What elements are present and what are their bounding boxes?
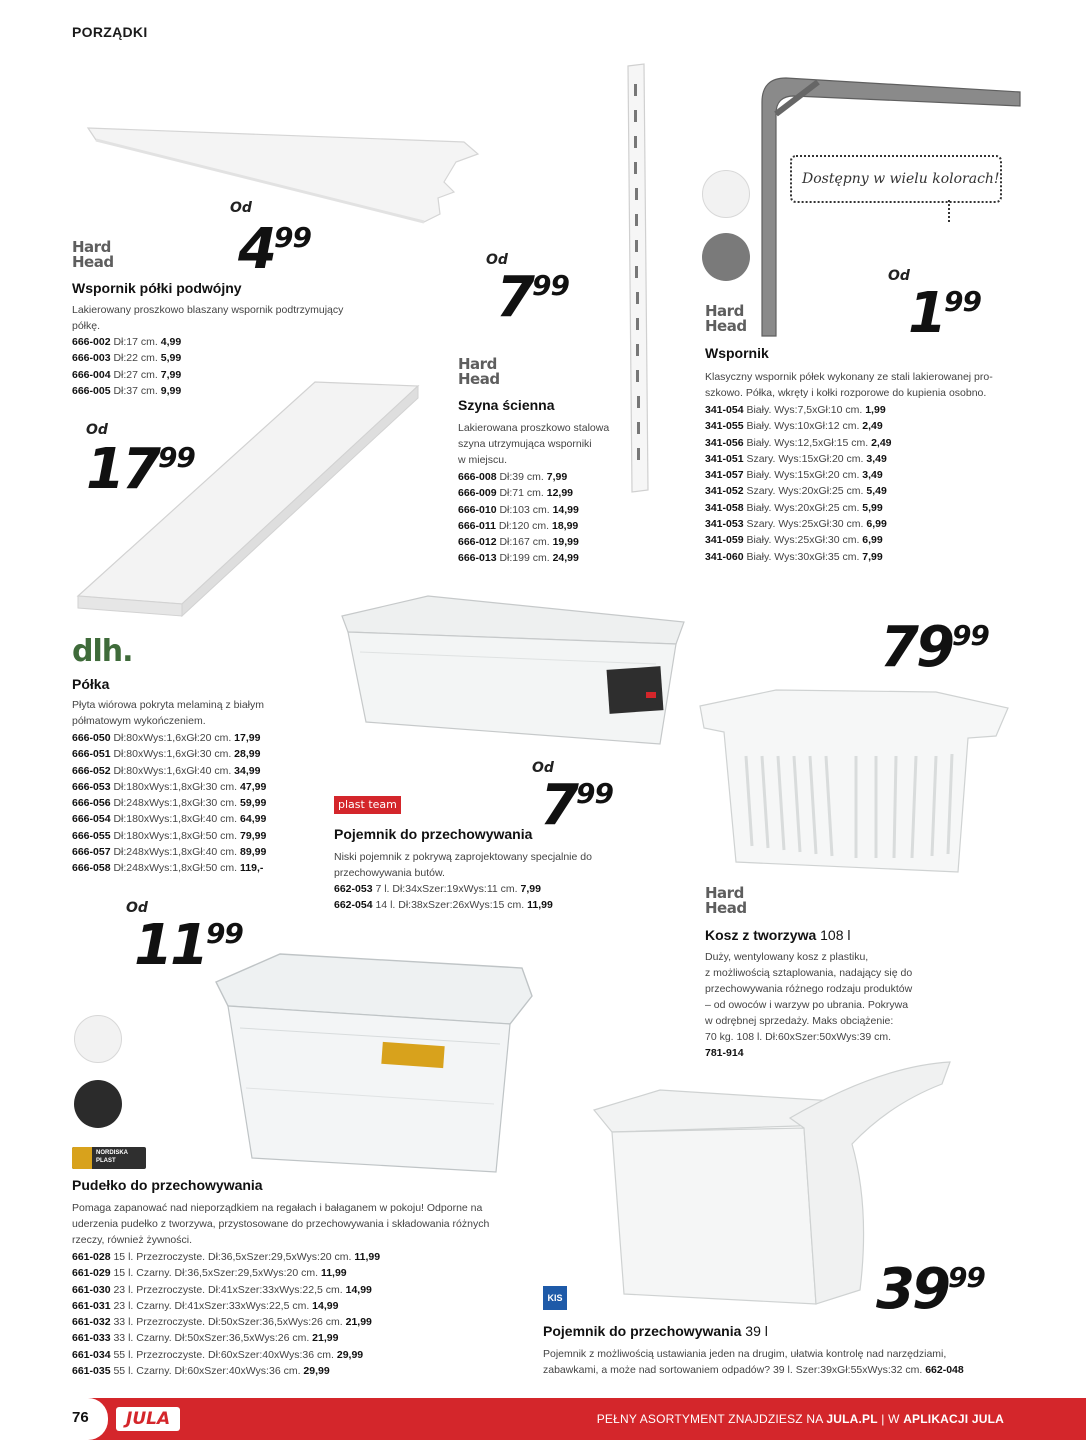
- product-title: Pudełko do przechowywania: [72, 1177, 263, 1193]
- product-title-main: Kosz z tworzywa: [705, 927, 817, 943]
- color-swatch-white: [702, 170, 750, 218]
- footer-bar: [28, 1398, 1086, 1440]
- variant-row: [72, 1249, 380, 1265]
- variant-row: [705, 418, 892, 434]
- page-number: 76: [72, 1409, 89, 1426]
- variant-row: [705, 516, 892, 532]
- variant-price: 4,99: [160, 336, 182, 348]
- variant-spec: 15 l. Przezroczyste. Dł:36,5xSzer:29,5xWys:20 cm.: [113, 1251, 352, 1263]
- hard-head-logo-line-2: Head: [705, 899, 747, 917]
- variant-code: 666-005: [72, 384, 111, 397]
- product-title: [705, 927, 851, 943]
- product-title: Pojemnik do przechowywania: [334, 826, 533, 842]
- price-decimal: 99: [575, 777, 613, 810]
- od-label: Od: [230, 200, 252, 216]
- variant-row: [72, 350, 181, 366]
- variant-code: 666-053: [72, 780, 111, 793]
- variant-row: [705, 402, 892, 418]
- variant-code: 662-053: [334, 883, 373, 895]
- description-line: Pomaga zapanować nad nieporządkiem na regałach i bałaganem w pokoju! Odporne na: [72, 1202, 483, 1214]
- variant-price: 11,99: [354, 1251, 381, 1263]
- variant-price: 34,99: [234, 764, 261, 777]
- plast-team-logo: plast team: [334, 796, 401, 814]
- variant-spec: Biały. Wys:12,5xGł:15 cm.: [746, 436, 869, 449]
- shelf-board-image: [70, 378, 430, 628]
- variant-spec: Dł:103 cm.: [499, 503, 550, 516]
- variant-spec: 33 l. Czarny. Dł:50xSzer:36,5xWys:26 cm.: [113, 1332, 310, 1345]
- price-decimal: 99: [157, 441, 195, 474]
- variant-code: 666-008: [458, 471, 497, 483]
- variant-row: [334, 881, 553, 897]
- hard-head-logo: [705, 886, 747, 916]
- description-line: Płyta wiórowa pokryta melaminą z białym: [72, 699, 264, 711]
- variant-code: 666-057: [72, 846, 111, 859]
- variant-price: 2,49: [871, 436, 892, 449]
- variant-row: [334, 897, 553, 913]
- product-title-main: Pojemnik do przechowywania: [543, 1323, 742, 1339]
- variant-price: 59,99: [240, 797, 267, 810]
- variant-spec: 23 l. Czarny. Dł:41xSzer:33xWys:22,5 cm.: [113, 1299, 310, 1312]
- variant-code: 666-009: [458, 487, 497, 500]
- variant-row: [72, 779, 266, 795]
- variant-price: 1,99: [865, 404, 886, 416]
- variant-price: 119,-: [240, 862, 264, 875]
- variant-row: [458, 550, 579, 566]
- price-integer: 17: [86, 437, 158, 502]
- variant-spec: Dł:80xWys:1,6xGł:20 cm.: [113, 732, 232, 744]
- variant-row: [72, 1282, 380, 1298]
- variant-row: [72, 763, 266, 779]
- variant-price: 2,49: [862, 420, 883, 433]
- product-title: Półka: [72, 676, 110, 692]
- price-decimal: 99: [943, 285, 981, 318]
- variant-spec: Dł:199 cm.: [499, 552, 550, 565]
- price-integer: 79: [880, 615, 952, 680]
- variant-row: [72, 746, 266, 762]
- price-tag: [880, 615, 989, 680]
- footer-site-link[interactable]: JULA.PL: [826, 1412, 878, 1426]
- variant-price: 28,99: [234, 748, 261, 761]
- variant-row: [705, 467, 892, 483]
- variant-row: [72, 828, 266, 844]
- price-tag: [238, 217, 311, 282]
- variant-code: 341-052: [705, 485, 744, 498]
- product-description: [458, 420, 609, 468]
- variant-list: [72, 1249, 380, 1379]
- variant-code: 341-055: [705, 420, 744, 433]
- variant-price: 11,99: [527, 899, 553, 912]
- od-label: Od: [486, 252, 508, 268]
- l-bracket-image: [758, 72, 1028, 340]
- footer-separator: | W: [877, 1412, 904, 1426]
- variant-price: 14,99: [345, 1283, 372, 1296]
- variant-price: 24,99: [552, 552, 579, 565]
- description-line: szkowo. Półka, wkręty i kołki rozporowe do kupienia osobno.: [705, 387, 987, 399]
- variant-code: 662-054: [334, 899, 373, 912]
- variant-code: 666-004: [72, 368, 111, 381]
- variant-list: [458, 469, 579, 567]
- price-integer: 11: [134, 913, 206, 978]
- variant-price: 9,99: [160, 384, 182, 397]
- hard-head-logo: [72, 240, 114, 270]
- variant-row: [458, 534, 579, 550]
- dlh-logo: dlh.: [72, 634, 133, 669]
- variant-spec: Dł:180xWys:1,8xGł:40 cm.: [113, 813, 238, 826]
- variant-spec: Szary. Wys:15xGł:20 cm.: [746, 452, 864, 465]
- color-swatch-transparent: [74, 1015, 122, 1063]
- variant-spec: Biały. Wys:10xGł:12 cm.: [746, 420, 860, 433]
- variant-price: 47,99: [240, 780, 267, 793]
- wall-rail-image: [620, 62, 660, 494]
- variant-row: [72, 844, 266, 860]
- variant-spec: Dł:248xWys:1,8xGł:50 cm.: [113, 862, 238, 875]
- variant-spec: Dł:80xWys:1,6xGł:30 cm.: [113, 748, 232, 761]
- variant-spec: 33 l. Przezroczyste. Dł:50xSzer:36,5xWys:26 cm.: [113, 1316, 343, 1329]
- variant-spec: Dł:27 cm.: [113, 368, 158, 381]
- price-integer: 4: [238, 217, 274, 282]
- variant-row: [72, 811, 266, 827]
- variant-row: [72, 795, 266, 811]
- product-title-volume: 39 l: [745, 1323, 768, 1339]
- variant-code: 661-028: [72, 1251, 111, 1263]
- variant-code: 341-058: [705, 501, 744, 514]
- plastic-basket-image: [696, 686, 1012, 876]
- variant-row: [72, 334, 181, 350]
- hard-head-logo-line-1: Hard: [458, 355, 497, 373]
- variant-spec: Biały. Wys:30xGł:35 cm.: [746, 550, 860, 563]
- variant-spec: Dł:180xWys:1,8xGł:50 cm.: [113, 829, 238, 842]
- description-line: – od owoców i warzyw po ubrania. Pokrywa: [705, 999, 909, 1011]
- od-label: Od: [126, 900, 148, 916]
- variant-row: [72, 1347, 380, 1363]
- hard-head-logo-line-2: Head: [705, 317, 747, 335]
- variant-spec: Dł:180xWys:1,8xGł:30 cm.: [113, 780, 238, 793]
- variant-price: 3,49: [866, 452, 887, 465]
- variant-list: [334, 881, 553, 914]
- description-line: przechowywania różnego rodzaju produktów: [705, 983, 913, 995]
- variant-code: 341-057: [705, 469, 744, 482]
- price-decimal: 99: [951, 619, 989, 652]
- variant-code: 661-030: [72, 1283, 111, 1296]
- variant-row: [705, 451, 892, 467]
- variant-row: [705, 532, 892, 548]
- price-integer: 1: [908, 281, 944, 346]
- variant-spec: Dł:80xWys:1,6xGł:40 cm.: [113, 764, 232, 777]
- price-decimal: 99: [947, 1261, 985, 1294]
- variant-spec: Biały. Wys:20xGł:25 cm.: [746, 501, 860, 514]
- product-title: [543, 1323, 768, 1339]
- variant-row: [705, 435, 892, 451]
- description-line: 70 kg. 108 l. Dł:60xSzer:50xWys:39 cm.: [705, 1031, 892, 1043]
- variant-code: 666-010: [458, 503, 497, 516]
- jula-logo: JULA: [116, 1407, 180, 1431]
- variant-code: 666-058: [72, 862, 111, 875]
- variant-price: 29,99: [303, 1365, 330, 1378]
- od-label: Od: [888, 268, 910, 284]
- price-tag: [496, 265, 569, 330]
- description-text: zabawkami, a może nad sortowaniem odpadów? 39 l. Szer:39xGł:55xWys:32 cm.: [543, 1364, 923, 1376]
- product-description: [543, 1346, 964, 1378]
- variant-row: [705, 549, 892, 565]
- variant-row: [458, 518, 579, 534]
- description-line: Lakierowana proszkowo stalowa: [458, 422, 610, 434]
- price-tag: [86, 437, 195, 502]
- variant-price: 12,99: [546, 487, 574, 500]
- price-decimal: 99: [531, 269, 569, 302]
- od-label: Od: [86, 422, 108, 438]
- variant-spec: Dł:17 cm.: [113, 336, 158, 348]
- product-code: 662-048: [925, 1364, 964, 1376]
- od-label: Od: [532, 760, 554, 776]
- variant-code: 666-056: [72, 797, 111, 810]
- section-title: PORZĄDKI: [72, 24, 148, 40]
- hard-head-logo-line-2: Head: [72, 253, 114, 271]
- description-line: w odrębnej sprzedaży. Maks obciążenie:: [705, 1015, 894, 1027]
- variant-code: 341-056: [705, 436, 744, 449]
- hard-head-logo: [705, 304, 747, 334]
- variant-spec: Dł:248xWys:1,8xGł:40 cm.: [113, 846, 238, 859]
- variant-code: 341-053: [705, 518, 744, 531]
- product-title: Szyna ścienna: [458, 397, 555, 413]
- variant-row: [72, 860, 266, 876]
- variant-spec: Szary. Wys:25xGł:30 cm.: [746, 518, 864, 531]
- variant-price: 14,99: [312, 1299, 339, 1312]
- variant-price: 18,99: [552, 519, 579, 532]
- double-shelf-bracket-image: [84, 118, 480, 230]
- product-description: [334, 849, 592, 881]
- variant-code: 666-051: [72, 748, 111, 761]
- footer-text: [597, 1412, 1004, 1426]
- price-integer: 7: [496, 265, 532, 330]
- description-line: rzeczy, również żywności.: [72, 1234, 193, 1246]
- price-decimal: 99: [273, 221, 311, 254]
- variant-price: 3,49: [862, 469, 883, 482]
- variant-row: [72, 1330, 380, 1346]
- callout-pointer: [948, 200, 958, 222]
- variant-code: 341-060: [705, 550, 744, 563]
- variant-row: [458, 469, 579, 485]
- variant-price: 7,99: [520, 883, 541, 895]
- variant-row: [72, 730, 266, 746]
- description-line: Klasyczny wspornik półek wykonany ze stali lakierowanej pro-: [705, 371, 993, 383]
- product-description: [705, 949, 912, 1061]
- variant-spec: Dł:248xWys:1,8xGł:30 cm.: [113, 797, 238, 810]
- variant-code: 661-034: [72, 1348, 111, 1361]
- variant-code: 661-035: [72, 1365, 111, 1378]
- hard-head-logo-line-1: Hard: [72, 238, 111, 256]
- variant-row: [72, 1314, 380, 1330]
- variant-code: 661-031: [72, 1299, 111, 1312]
- variant-price: 17,99: [234, 732, 261, 744]
- variant-spec: Dł:22 cm.: [113, 352, 158, 365]
- variant-code: 666-011: [458, 519, 496, 532]
- product-title: Wspornik: [705, 345, 769, 361]
- variant-code: 661-033: [72, 1332, 111, 1345]
- variant-spec: Dł:167 cm.: [499, 536, 550, 549]
- variant-price: 11,99: [320, 1267, 347, 1280]
- variant-spec: Biały. Wys:15xGł:20 cm.: [746, 469, 860, 482]
- variant-code: 661-032: [72, 1316, 111, 1329]
- variant-price: 79,99: [240, 829, 267, 842]
- nordiska-plast-logo: [72, 1147, 146, 1169]
- price-decimal: 99: [205, 917, 243, 950]
- variant-price: 5,49: [866, 485, 887, 498]
- variant-spec: Szary. Wys:20xGł:25 cm.: [746, 485, 864, 498]
- variant-spec: 7 l. Dł:34xSzer:19xWys:11 cm.: [375, 883, 518, 895]
- variant-row: [72, 1265, 380, 1281]
- variant-code: 666-003: [72, 352, 111, 365]
- variant-price: 7,99: [862, 550, 883, 563]
- description-line: szyna utrzymująca wsporniki: [458, 438, 592, 450]
- variant-row: [72, 1363, 380, 1379]
- variant-spec: 55 l. Czarny. Dł:60xSzer:40xWys:36 cm.: [113, 1365, 301, 1378]
- price-tag: [540, 773, 613, 838]
- variant-code: 666-052: [72, 764, 111, 777]
- description-line: Duży, wentylowany kosz z plastiku,: [705, 951, 869, 963]
- description-line: półmatowym wykończeniem.: [72, 715, 206, 727]
- variant-spec: Dł:37 cm.: [113, 384, 158, 397]
- color-swatch-grey: [702, 233, 750, 281]
- variant-code: 341-054: [705, 404, 744, 416]
- variant-price: 5,99: [862, 501, 883, 514]
- variant-code: 661-029: [72, 1267, 111, 1280]
- variant-spec: Biały. Wys:7,5xGł:10 cm.: [746, 404, 863, 416]
- variant-code: 666-055: [72, 829, 111, 842]
- variant-price: 7,99: [160, 368, 182, 381]
- shoe-box-image: [336, 592, 688, 754]
- variant-row: [458, 485, 579, 501]
- variant-code: 666-054: [72, 813, 111, 826]
- description-line: [543, 1362, 964, 1378]
- variant-price: 7,99: [546, 471, 568, 483]
- variant-price: 64,99: [240, 813, 267, 826]
- price-tag: [908, 281, 981, 346]
- variant-spec: 23 l. Przezroczyste. Dł:41xSzer:33xWys:22,5 cm.: [113, 1283, 343, 1296]
- variant-spec: Dł:39 cm.: [499, 471, 544, 483]
- description-line: przechowywania butów.: [334, 867, 445, 879]
- description-line: Niski pojemnik z pokrywą zaprojektowany specjalnie do: [334, 851, 592, 863]
- product-title-volume: 108 l: [820, 927, 851, 943]
- footer-text-prefix: PEŁNY ASORTYMENT ZNAJDZIESZ NA: [596, 1412, 823, 1426]
- product-description: [72, 1200, 489, 1248]
- variant-list: [705, 402, 892, 565]
- page-number-tab: [28, 1398, 108, 1440]
- callout-text: Dostępny w wielu kolorach!: [802, 171, 1000, 187]
- description-line: w miejscu.: [458, 454, 508, 466]
- product-description: [705, 369, 993, 401]
- hard-head-logo-line-2: Head: [458, 370, 500, 388]
- price-integer: 39: [876, 1257, 948, 1322]
- description-line: z możliwością sztaplowania, nadający się do: [705, 967, 913, 979]
- variant-code: 666-013: [458, 552, 497, 565]
- variant-code: 666-012: [458, 536, 497, 549]
- description-line: uderzenia pudełko z tworzywa, przystosowane do przechowywania i składowania różnych: [72, 1218, 490, 1230]
- variant-code: 341-051: [705, 452, 744, 465]
- variant-row: [705, 483, 892, 499]
- storage-box-image: [210, 948, 538, 1180]
- nordiska-plast-logo-text: NORDISKA PLAST: [96, 1150, 128, 1164]
- price-integer: 7: [540, 773, 576, 838]
- variant-price: 29,99: [336, 1348, 364, 1361]
- variant-row: [705, 500, 892, 516]
- variant-spec: 55 l. Przezroczyste. Dł:60xSzer:40xWys:36 cm.: [113, 1348, 334, 1361]
- description-line: Pojemnik z możliwością ustawiania jeden na drugim, ułatwia kontrolę nad narzędziami,: [543, 1348, 947, 1360]
- variant-row: [458, 502, 579, 518]
- variant-price: 21,99: [312, 1332, 339, 1345]
- variant-spec: 15 l. Czarny. Dł:36,5xSzer:29,5xWys:20 cm.: [113, 1267, 319, 1280]
- variant-price: 14,99: [552, 503, 579, 516]
- variant-list: [72, 730, 266, 877]
- product-description: [72, 697, 264, 729]
- hard-head-logo-line-1: Hard: [705, 302, 744, 320]
- kis-logo: KIS: [543, 1286, 567, 1310]
- variant-code: 666-002: [72, 336, 111, 348]
- variant-spec: 14 l. Dł:38xSzer:26xWys:15 cm.: [375, 899, 525, 912]
- product-code: 781-914: [705, 1047, 744, 1059]
- variant-price: 21,99: [345, 1316, 372, 1329]
- variant-code: 666-050: [72, 732, 111, 744]
- variant-price: 19,99: [552, 536, 579, 549]
- variant-row: [72, 1298, 380, 1314]
- variant-price: 89,99: [240, 846, 267, 859]
- variant-price: 5,99: [160, 352, 182, 365]
- price-tag: [876, 1257, 985, 1322]
- variant-code: 341-059: [705, 534, 744, 547]
- variant-spec: Dł:120 cm.: [498, 519, 550, 532]
- product-description: Lakierowany proszkowo blaszany wspornik podtrzymujący półkę.: [72, 304, 344, 332]
- variant-spec: Biały. Wys:25xGł:30 cm.: [746, 534, 860, 547]
- hard-head-logo: [458, 357, 500, 387]
- variant-price: 6,99: [862, 534, 883, 547]
- color-swatch-black: [74, 1080, 122, 1128]
- footer-app-link[interactable]: APLIKACJI JULA: [903, 1412, 1004, 1426]
- variant-price: 6,99: [866, 518, 887, 531]
- hard-head-logo-line-1: Hard: [705, 884, 744, 902]
- nordiska-plast-logo-mark: [72, 1147, 92, 1169]
- variant-spec: Dł:71 cm.: [499, 487, 544, 500]
- product-title: Wspornik półki podwójny: [72, 280, 242, 296]
